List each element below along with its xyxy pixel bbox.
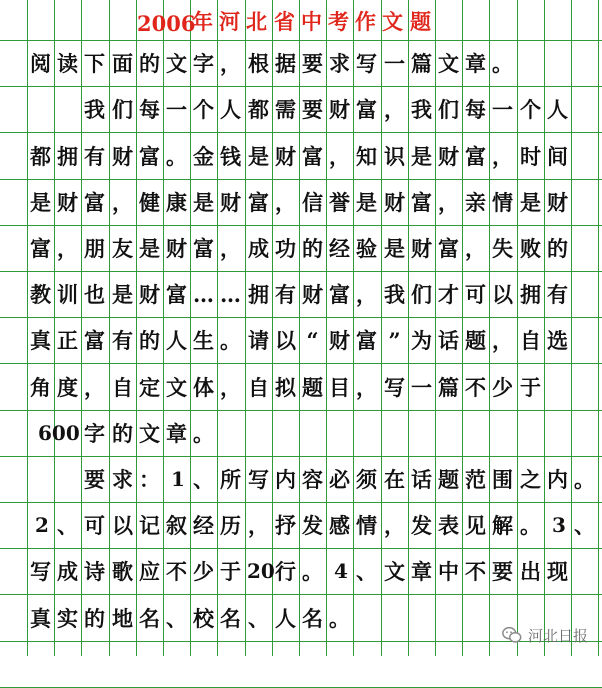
text-char: 真 xyxy=(30,606,51,631)
text-char: 抒 xyxy=(275,513,296,538)
text-char: 富 xyxy=(30,236,51,261)
text-char: 富 xyxy=(438,236,459,261)
text-char: 自 xyxy=(248,375,269,400)
text-char: 失 xyxy=(492,236,513,261)
text-char: ， xyxy=(384,513,405,538)
text-char: ” xyxy=(388,327,401,353)
text-char: 现 xyxy=(547,559,568,584)
text-char: 的 xyxy=(139,51,160,76)
text-char: 功 xyxy=(275,236,296,261)
text-char: 内 xyxy=(275,467,296,492)
title-char: 省 xyxy=(274,9,295,34)
text-char: 歌 xyxy=(112,559,133,584)
text-line xyxy=(0,179,602,225)
text-char: 成 xyxy=(248,236,269,261)
text-char xyxy=(27,86,54,132)
text-char: 情 xyxy=(492,190,513,215)
text-char: 训 xyxy=(57,282,78,307)
title-char: 河 xyxy=(219,9,240,34)
text-char: 们 xyxy=(411,282,432,307)
text-char: 拥 xyxy=(520,282,541,307)
text-char: 有 xyxy=(275,282,296,307)
text-char: 有 xyxy=(547,282,568,307)
text-char: 钱 xyxy=(220,144,241,169)
text-char: 的 xyxy=(139,328,160,353)
text-char: 章 xyxy=(411,559,432,584)
text-char: 定 xyxy=(139,375,160,400)
text-line xyxy=(0,502,602,548)
text-char: 财 xyxy=(139,282,160,307)
text-line xyxy=(0,364,602,410)
text-line xyxy=(0,40,602,86)
text-char: 财 xyxy=(438,144,459,169)
text-char: 都 xyxy=(248,97,269,122)
text-char: 。 xyxy=(574,467,595,492)
text-char: 要 xyxy=(492,559,513,584)
text-char: 财 xyxy=(220,190,241,215)
text-char: ， xyxy=(248,513,269,538)
text-char: 题 xyxy=(438,467,459,492)
text-char: 一 xyxy=(166,97,187,122)
wechat-icon xyxy=(501,624,523,646)
text-char: 我 xyxy=(411,97,432,122)
text-char: 、 xyxy=(574,513,595,538)
text-char: ， xyxy=(492,144,513,169)
text-char: … xyxy=(220,281,241,307)
text-char: 字 xyxy=(193,51,214,76)
text-char: 文 xyxy=(438,51,459,76)
text-char: 字 xyxy=(84,421,105,446)
text-char: 富 xyxy=(356,328,377,353)
text-char: 、 xyxy=(248,606,269,631)
text-char: 解 xyxy=(492,513,513,538)
text-char: 。 xyxy=(166,144,187,169)
text-char: 、 xyxy=(166,606,187,631)
text-char: 围 xyxy=(492,467,513,492)
text-char: 3 xyxy=(552,513,566,537)
text-char: 、 xyxy=(356,559,377,584)
text-char: 情 xyxy=(356,513,377,538)
text-char: 、 xyxy=(193,467,214,492)
text-char: 财 xyxy=(275,144,296,169)
text-char xyxy=(54,86,81,132)
text-char: 败 xyxy=(520,236,541,261)
text-char: ， xyxy=(356,375,377,400)
text-char: 们 xyxy=(438,97,459,122)
text-char: 。 xyxy=(329,606,350,631)
text-char: 富 xyxy=(465,144,486,169)
text-line xyxy=(0,410,602,456)
text-char: 发 xyxy=(411,513,432,538)
text-char: 我 xyxy=(84,97,105,122)
text-char: 下 xyxy=(84,51,105,76)
text-line xyxy=(0,548,602,594)
text-char: 写 xyxy=(30,559,51,584)
text-char: 。 xyxy=(520,513,541,538)
text-char: 选 xyxy=(547,328,568,353)
text-char: 名 xyxy=(302,606,323,631)
text-char: 。 xyxy=(220,328,241,353)
text-char: 财 xyxy=(57,190,78,215)
text-char: 要 xyxy=(302,51,323,76)
text-char: 4 xyxy=(334,559,348,583)
text-char: 生 xyxy=(193,328,214,353)
text-char: 健 xyxy=(139,190,160,215)
text-char: 应 xyxy=(139,559,160,584)
text-char: 的 xyxy=(112,421,133,446)
text-char: 的 xyxy=(302,236,323,261)
text-char: 据 xyxy=(275,51,296,76)
text-char: 个 xyxy=(193,97,214,122)
text-char: 话 xyxy=(411,467,432,492)
text-char: ， xyxy=(112,190,133,215)
text-char: 地 xyxy=(112,606,133,631)
text-char: 。 xyxy=(492,51,513,76)
text-char: 需 xyxy=(275,97,296,122)
text-char: 是 xyxy=(411,144,432,169)
text-char: 篇 xyxy=(438,375,459,400)
text-char: 读 xyxy=(57,51,78,76)
text-char: 要 xyxy=(84,467,105,492)
text-char: 见 xyxy=(465,513,486,538)
text-char: 容 xyxy=(302,467,323,492)
text-char: 、 xyxy=(57,513,78,538)
text-char: 金 xyxy=(193,144,214,169)
text-char: 以 xyxy=(275,328,296,353)
title-char: 题 xyxy=(410,9,431,34)
text-char: 校 xyxy=(193,606,214,631)
text-char: 之 xyxy=(520,467,541,492)
text-char: 名 xyxy=(139,606,160,631)
text-char: 友 xyxy=(112,236,133,261)
text-char: 话 xyxy=(438,328,459,353)
text-char: 少 xyxy=(492,375,513,400)
text-char: 间 xyxy=(547,144,568,169)
text-char: 富 xyxy=(193,236,214,261)
text-char: 一 xyxy=(384,51,405,76)
text-char: 在 xyxy=(384,467,405,492)
text-char: 章 xyxy=(166,421,187,446)
title-char: 文 xyxy=(382,9,403,34)
text-char: 不 xyxy=(465,559,486,584)
text-line xyxy=(0,317,602,363)
text-char: … xyxy=(193,281,214,307)
text-char: ， xyxy=(275,190,296,215)
text-char: 实 xyxy=(57,606,78,631)
text-char: 600 xyxy=(38,421,80,445)
text-char: 是 xyxy=(139,236,160,261)
text-char: 写 xyxy=(384,375,405,400)
text-char: 财 xyxy=(329,97,350,122)
watermark-text: 河北日报 xyxy=(527,626,588,645)
text-char: 财 xyxy=(329,328,350,353)
text-char: 文 xyxy=(166,375,187,400)
text-char: 财 xyxy=(166,236,187,261)
text-char: 表 xyxy=(438,513,459,538)
text-char: 求 xyxy=(329,51,350,76)
text-char: 富 xyxy=(248,190,269,215)
text-char: 可 xyxy=(84,513,105,538)
text-char: 文 xyxy=(384,559,405,584)
text-char: ， xyxy=(492,328,513,353)
text-char: 经 xyxy=(193,513,214,538)
text-char: 富 xyxy=(84,328,105,353)
text-char: 拥 xyxy=(57,144,78,169)
text-char: 人 xyxy=(547,97,568,122)
text-char: 我 xyxy=(384,282,405,307)
text-char: 一 xyxy=(411,375,432,400)
text-char: 度 xyxy=(57,375,78,400)
text-char: 叙 xyxy=(166,513,187,538)
text-char: 人 xyxy=(166,328,187,353)
text-char: ， xyxy=(220,51,241,76)
text-char: 根 xyxy=(248,51,269,76)
text-char: “ xyxy=(306,327,319,353)
text-char: 以 xyxy=(492,282,513,307)
text-char: 个 xyxy=(520,97,541,122)
text-char: ， xyxy=(57,236,78,261)
text-char: 人 xyxy=(220,97,241,122)
text-char: 富 xyxy=(166,282,187,307)
text-char: 体 xyxy=(193,375,214,400)
text-char: 富 xyxy=(302,144,323,169)
text-char: 。 xyxy=(302,559,323,584)
text-char: 阅 xyxy=(30,51,51,76)
text-char: 才 xyxy=(438,282,459,307)
text-char: 经 xyxy=(329,236,350,261)
text-char: 是 xyxy=(30,190,51,215)
text-char: 写 xyxy=(248,467,269,492)
text-char: 富 xyxy=(356,97,377,122)
text-char: ， xyxy=(384,97,405,122)
text-char: 富 xyxy=(139,144,160,169)
text-char: 康 xyxy=(166,190,187,215)
text-char: 财 xyxy=(384,190,405,215)
text-char: 财 xyxy=(112,144,133,169)
text-char: 时 xyxy=(520,144,541,169)
title-year: 2006 xyxy=(137,10,196,36)
text-char: 记 xyxy=(139,513,160,538)
text-char: 的 xyxy=(547,236,568,261)
text-char: 富 xyxy=(411,190,432,215)
text-char: 亲 xyxy=(465,190,486,215)
text-char: 朋 xyxy=(84,236,105,261)
text-char: 正 xyxy=(57,328,78,353)
text-char: ， xyxy=(220,236,241,261)
text-line xyxy=(0,86,602,132)
text-char: 识 xyxy=(384,144,405,169)
text-char: 自 xyxy=(520,328,541,353)
text-char xyxy=(54,456,81,502)
text-char xyxy=(27,456,54,502)
text-line xyxy=(0,225,602,271)
text-char: 每 xyxy=(139,97,160,122)
text-char: 拥 xyxy=(248,282,269,307)
text-char: 角 xyxy=(30,375,51,400)
text-char: 是 xyxy=(193,190,214,215)
text-line xyxy=(0,271,602,317)
text-char: 名 xyxy=(220,606,241,631)
text-char: 财 xyxy=(302,282,323,307)
text-char: 也 xyxy=(84,282,105,307)
text-char: 是 xyxy=(384,236,405,261)
text-char: 要 xyxy=(302,97,323,122)
text-char: 感 xyxy=(329,513,350,538)
text-char: 发 xyxy=(302,513,323,538)
text-char: 自 xyxy=(112,375,133,400)
text-char: 。 xyxy=(193,421,214,446)
text-char: 以 xyxy=(112,513,133,538)
text-char: 面 xyxy=(112,51,133,76)
text-char: 20 xyxy=(247,559,275,583)
text-char: 们 xyxy=(112,97,133,122)
text-line xyxy=(0,456,602,502)
text-char: 历 xyxy=(220,513,241,538)
text-char: 章 xyxy=(465,51,486,76)
text-char: 范 xyxy=(465,467,486,492)
text-char: 2 xyxy=(35,513,49,537)
text-char: 有 xyxy=(112,328,133,353)
text-line xyxy=(0,133,602,179)
text-char: ： xyxy=(139,467,160,492)
text-char: 题 xyxy=(302,375,323,400)
title-char: 作 xyxy=(355,9,376,34)
text-char: 是 xyxy=(248,144,269,169)
text-char: 不 xyxy=(166,559,187,584)
text-char: 出 xyxy=(520,559,541,584)
text-char: 是 xyxy=(520,190,541,215)
text-char: 富 xyxy=(329,282,350,307)
text-char: 都 xyxy=(30,144,51,169)
text-char: 目 xyxy=(329,375,350,400)
text-char: ， xyxy=(356,282,377,307)
text-char: 富 xyxy=(84,190,105,215)
text-char: 每 xyxy=(465,97,486,122)
text-char: 求 xyxy=(112,467,133,492)
text-char: ， xyxy=(220,375,241,400)
text-char: 行 xyxy=(275,559,296,584)
title-char: 考 xyxy=(328,9,349,34)
text-char: 一 xyxy=(492,97,513,122)
text-char: 请 xyxy=(248,328,269,353)
text-char: 验 xyxy=(356,236,377,261)
text-char: 是 xyxy=(112,282,133,307)
title-char: 北 xyxy=(246,9,267,34)
text-char: 少 xyxy=(193,559,214,584)
text-char: 教 xyxy=(30,282,51,307)
text-char: 文 xyxy=(139,421,160,446)
title-char: 年 xyxy=(192,9,213,34)
text-char: 所 xyxy=(220,467,241,492)
text-char: 于 xyxy=(520,375,541,400)
text-char: ， xyxy=(438,190,459,215)
text-char: 信 xyxy=(302,190,323,215)
text-char: 是 xyxy=(356,190,377,215)
text-char: 有 xyxy=(84,144,105,169)
text-char: 成 xyxy=(57,559,78,584)
text-char: 真 xyxy=(30,328,51,353)
text-char: 可 xyxy=(465,282,486,307)
text-char: 于 xyxy=(220,559,241,584)
text-char: 诗 xyxy=(84,559,105,584)
text-char: 必 xyxy=(329,467,350,492)
text-char: 誉 xyxy=(329,190,350,215)
text-char: 不 xyxy=(465,375,486,400)
text-char: 知 xyxy=(356,144,377,169)
text-char: 人 xyxy=(275,606,296,631)
text-char: 须 xyxy=(356,467,377,492)
text-char: ， xyxy=(84,375,105,400)
text-char: 写 xyxy=(356,51,377,76)
text-char: 财 xyxy=(411,236,432,261)
text-char: 1 xyxy=(171,467,185,491)
text-char: 拟 xyxy=(275,375,296,400)
text-char: 的 xyxy=(84,606,105,631)
text-char: 篇 xyxy=(411,51,432,76)
text-char: 文 xyxy=(166,51,187,76)
text-char: 内 xyxy=(547,467,568,492)
text-char: ， xyxy=(329,144,350,169)
text-char: 财 xyxy=(547,190,568,215)
watermark xyxy=(501,624,588,646)
text-char: ， xyxy=(465,236,486,261)
title-char: 中 xyxy=(301,9,322,34)
text-char: 题 xyxy=(465,328,486,353)
text-char: 中 xyxy=(438,559,459,584)
text-char: 为 xyxy=(411,328,432,353)
